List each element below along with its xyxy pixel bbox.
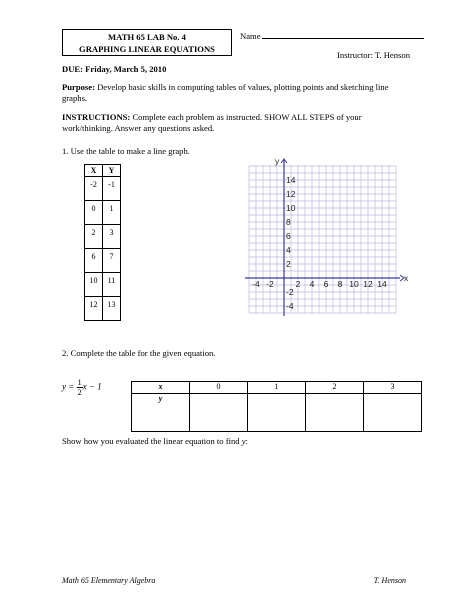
eq-y-answer-cell[interactable] xyxy=(306,394,364,432)
x-tick-label: 12 xyxy=(363,279,373,289)
show-work-var: y xyxy=(241,436,246,446)
x-tick-label: 6 xyxy=(323,279,329,289)
x-cell: 12 xyxy=(85,297,103,321)
xy-header-y: Y xyxy=(103,165,121,177)
x-tick-label: 8 xyxy=(337,279,343,289)
y-tick-label: 8 xyxy=(286,217,291,227)
x-cell: 0 xyxy=(85,201,103,225)
question-2: 2. Complete the table for the given equation. xyxy=(62,348,216,358)
show-work-prompt xyxy=(62,436,248,446)
lab-title-line1: MATH 65 LAB No. 4 xyxy=(108,32,186,42)
eq-x-value: 0 xyxy=(190,382,248,394)
eq-y-label: y xyxy=(132,394,190,432)
table-row xyxy=(85,249,121,273)
show-work-text: Show how you evaluated the linear equation to find xyxy=(62,436,242,446)
eq-x-value: 3 xyxy=(364,382,422,394)
y-cell: 1 xyxy=(103,201,121,225)
x-cell: -2 xyxy=(85,177,103,201)
y-cell: 3 xyxy=(103,225,121,249)
x-axis-label: x xyxy=(404,273,409,283)
table-row xyxy=(85,273,121,297)
eq-x-value: 2 xyxy=(306,382,364,394)
fraction-numerator: 1 xyxy=(77,378,82,387)
y-tick-label: 14 xyxy=(286,175,296,185)
x-tick-label: 10 xyxy=(349,279,359,289)
x-tick-label: 2 xyxy=(295,279,301,289)
instructions-paragraph xyxy=(62,112,412,134)
fraction-denominator: 2 xyxy=(77,388,82,397)
y-cell: 13 xyxy=(103,297,121,321)
y-cell: 7 xyxy=(103,249,121,273)
xy-table xyxy=(84,164,121,321)
instructor-label: Instructor: T. Henson xyxy=(337,50,410,60)
eq-x-value: 1 xyxy=(248,382,306,394)
y-tick-label: 6 xyxy=(286,231,291,241)
y-tick-label: -4 xyxy=(286,301,294,311)
equation xyxy=(62,378,102,397)
due-date: DUE: Friday, March 5, 2010 xyxy=(62,64,167,74)
purpose-label: Purpose: xyxy=(62,82,95,92)
y-cell: -1 xyxy=(103,177,121,201)
y-tick-label: 10 xyxy=(286,203,296,213)
x-tick-label: 4 xyxy=(309,279,315,289)
x-tick-label: -4 xyxy=(252,279,260,289)
footer-course: Math 65 Elementary Algebra xyxy=(62,576,156,585)
eq-y-answer-cell[interactable] xyxy=(190,394,248,432)
y-tick-label: 12 xyxy=(286,189,296,199)
lab-title-line2: GRAPHING LINEAR EQUATIONS xyxy=(79,44,215,54)
lab-title-box xyxy=(62,29,232,56)
x-cell: 10 xyxy=(85,273,103,297)
footer-author: T. Henson xyxy=(373,576,406,585)
x-cell: 6 xyxy=(85,249,103,273)
x-tick-label: 14 xyxy=(377,279,387,289)
eq-y-answer-cell[interactable] xyxy=(364,394,422,432)
table-row xyxy=(85,297,121,321)
table-row xyxy=(85,201,121,225)
eq-x-label: x xyxy=(132,382,190,394)
table-row xyxy=(85,225,121,249)
eq-y-answer-cell[interactable] xyxy=(248,394,306,432)
x-tick-label: -2 xyxy=(266,279,274,289)
name-field[interactable] xyxy=(240,30,424,41)
y-tick-label: -2 xyxy=(286,287,294,297)
x-cell: 2 xyxy=(85,225,103,249)
question-1: 1. Use the table to make a line graph. xyxy=(62,146,190,156)
instructions-text: Complete each problem as instructed. SHOW ALL STEPS of your work/thinking. Answer any questions asked. xyxy=(62,112,362,133)
equation-lhs: y = xyxy=(62,381,77,392)
table-row xyxy=(85,177,121,201)
purpose-text: Develop basic skills in computing tables of values, plotting points and sketching line graphs. xyxy=(62,82,389,103)
name-label: Name xyxy=(240,31,261,41)
xy-header-x: X xyxy=(85,165,103,177)
instructions-label: INSTRUCTIONS: xyxy=(62,112,131,122)
equation-rhs: x − 1 xyxy=(82,381,102,392)
purpose-paragraph xyxy=(62,82,412,104)
coordinate-grid[interactable] xyxy=(235,156,407,314)
y-axis-label: y xyxy=(275,156,280,166)
name-underline[interactable] xyxy=(262,30,424,39)
show-work-end: : xyxy=(245,436,248,446)
equation-table xyxy=(131,381,422,432)
y-tick-label: 2 xyxy=(286,259,291,269)
y-tick-label: 4 xyxy=(286,245,291,255)
y-cell: 11 xyxy=(103,273,121,297)
